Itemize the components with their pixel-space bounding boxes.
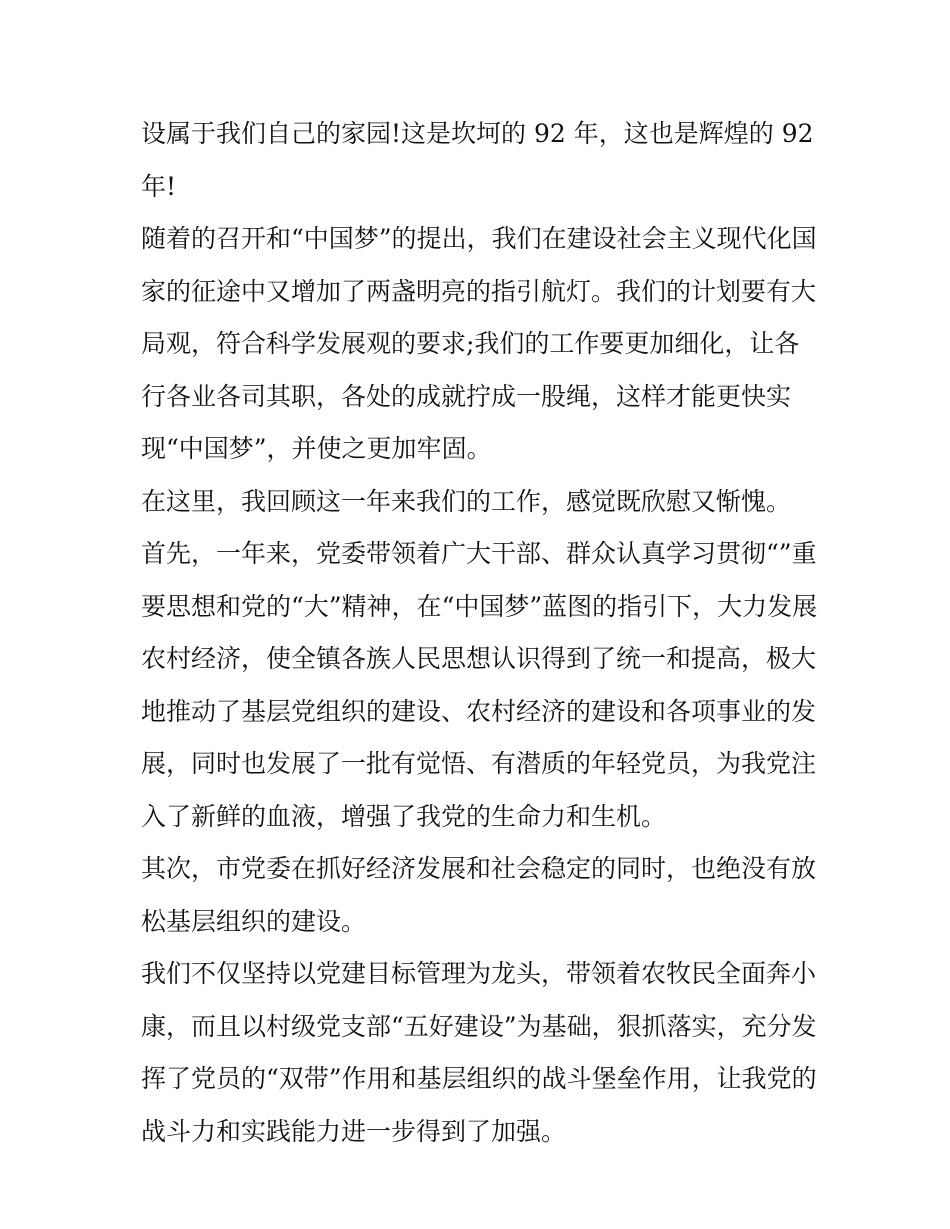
body-text <box>141 108 831 1158</box>
text-line: 行各业各司其职，各处的成就拧成一股绳，这样才能更快实 <box>141 381 792 411</box>
text-line: 要思想和党的“大”精神，在“中国梦”蓝图的指引下，大力发展 <box>141 591 818 621</box>
text-line: 其次，市党委在抓好经济发展和社会稳定的同时，也绝没有放 <box>141 854 817 883</box>
text-line: 农村经济，使全镇各族人民思想认识得到了统一和提高，极大 <box>141 644 817 673</box>
text-line: 展，同时也发展了一批有觉悟、有潜质的年轻党员，为我党注 <box>141 749 817 778</box>
text-line: 首先，一年来，党委带领着广大干部、群众认真学习贯彻“”重 <box>141 539 817 568</box>
text-line: 现“中国梦”，并使之更加牢固。 <box>141 434 492 463</box>
text-line: 随着的召开和“中国梦”的提出，我们在建设社会主义现代化国 <box>141 224 817 253</box>
text-line: 我们不仅坚持以党建目标管理为龙头，带领着农牧民全面奔小 <box>141 959 817 988</box>
text-line: 设属于我们自己的家园!这是坎坷的 92 年，这也是辉煌的 92 <box>141 119 814 148</box>
text-line: 地推动了基层党组织的建设、农村经济的建设和各项事业的发 <box>141 696 817 726</box>
text-line: 局观，符合科学发展观的要求;我们的工作要更加细化，让各 <box>141 329 800 358</box>
text-line: 家的征途中又增加了两盏明亮的指引航灯。我们的计划要有大 <box>141 276 817 306</box>
text-line: 入了新鲜的血液，增强了我党的生命力和生机。 <box>141 801 667 831</box>
text-line: 战斗力和实践能力进一步得到了加强。 <box>141 1116 567 1146</box>
text-line: 松基层组织的建设。 <box>141 906 367 936</box>
text-line: 康，而且以村级党支部“五好建设”为基础，狠抓落实，充分发 <box>141 1011 817 1041</box>
text-line: 年! <box>141 171 177 201</box>
text-line: 在这里，我回顾这一年来我们的工作，感觉既欣慰又惭愧。 <box>141 486 792 516</box>
text-line: 挥了党员的“双带”作用和基层组织的战斗堡垒作用，让我党的 <box>141 1064 817 1093</box>
